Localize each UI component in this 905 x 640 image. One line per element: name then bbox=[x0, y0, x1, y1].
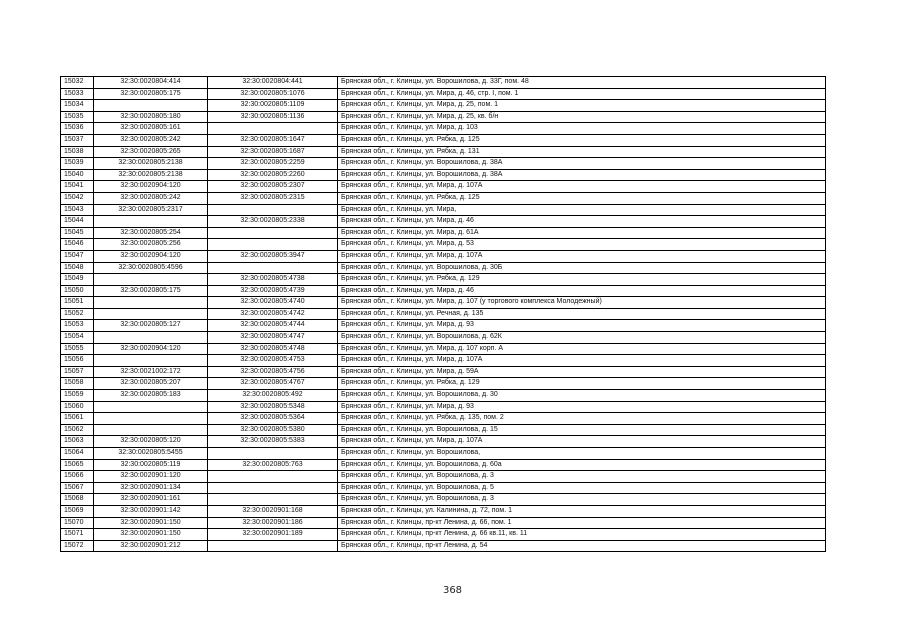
land-cadastral-number-cell: 32:30:0020901:212 bbox=[94, 540, 208, 552]
address-cell: Брянская обл., г. Клинцы, ул. Ворошилова, д. 30 bbox=[338, 390, 826, 402]
object-cadastral-number-cell: 32:30:0020901:189 bbox=[208, 529, 338, 541]
page-number: 368 bbox=[442, 585, 463, 596]
record-number-cell: 15043 bbox=[61, 204, 94, 216]
table-row bbox=[61, 320, 826, 332]
land-cadastral-number-cell bbox=[94, 355, 208, 367]
land-cadastral-number-cell: 32:30:0020805:256 bbox=[94, 239, 208, 251]
address-cell: Брянская обл., г. Клинцы, ул. Мира, д. 25, пом. 1 bbox=[338, 100, 826, 112]
land-cadastral-number-cell: 32:30:0020805:2317 bbox=[94, 204, 208, 216]
record-number-cell: 15070 bbox=[61, 517, 94, 529]
land-cadastral-number-cell: 32:30:0020901:150 bbox=[94, 529, 208, 541]
table-row bbox=[61, 471, 826, 483]
object-cadastral-number-cell bbox=[208, 204, 338, 216]
record-number-cell: 15064 bbox=[61, 448, 94, 460]
land-cadastral-number-cell bbox=[94, 274, 208, 286]
land-cadastral-number-cell: 32:30:0021002:172 bbox=[94, 366, 208, 378]
record-number-cell: 15071 bbox=[61, 529, 94, 541]
object-cadastral-number-cell: 32:30:0020805:4767 bbox=[208, 378, 338, 390]
registry-table bbox=[60, 76, 826, 552]
table-row bbox=[61, 378, 826, 390]
table-row bbox=[61, 436, 826, 448]
record-number-cell: 15061 bbox=[61, 413, 94, 425]
table-row bbox=[61, 262, 826, 274]
address-cell: Брянская обл., г. Клинцы, ул. Рябка, д. 125 bbox=[338, 134, 826, 146]
object-cadastral-number-cell bbox=[208, 262, 338, 274]
record-number-cell: 15060 bbox=[61, 401, 94, 413]
record-number-cell: 15048 bbox=[61, 262, 94, 274]
land-cadastral-number-cell: 32:30:0020901:120 bbox=[94, 471, 208, 483]
object-cadastral-number-cell: 32:30:0020805:2315 bbox=[208, 192, 338, 204]
object-cadastral-number-cell: 32:30:0020805:5380 bbox=[208, 424, 338, 436]
record-number-cell: 15063 bbox=[61, 436, 94, 448]
table-row bbox=[61, 77, 826, 89]
record-number-cell: 15046 bbox=[61, 239, 94, 251]
object-cadastral-number-cell: 32:30:0020805:2307 bbox=[208, 181, 338, 193]
address-cell: Брянская обл., г. Клинцы, ул. Мира, д. 107 (у торгового комплекса Молодежный) bbox=[338, 297, 826, 309]
record-number-cell: 15037 bbox=[61, 134, 94, 146]
address-cell: Брянская обл., г. Клинцы, ул. Рябка, д. 135, пом. 2 bbox=[338, 413, 826, 425]
table-row bbox=[61, 355, 826, 367]
table-row bbox=[61, 169, 826, 181]
address-cell: Брянская обл., г. Клинцы, ул. Мира, д. 59А bbox=[338, 366, 826, 378]
address-cell: Брянская обл., г. Клинцы, ул. Мира, д. 25, кв. б/н bbox=[338, 111, 826, 123]
address-cell: Брянская обл., г. Клинцы, ул. Ворошилова, д. 38А bbox=[338, 169, 826, 181]
record-number-cell: 15056 bbox=[61, 355, 94, 367]
object-cadastral-number-cell: 32:30:0020805:1687 bbox=[208, 146, 338, 158]
object-cadastral-number-cell: 32:30:0020805:4740 bbox=[208, 297, 338, 309]
table-row bbox=[61, 401, 826, 413]
table-row bbox=[61, 146, 826, 158]
table-row bbox=[61, 239, 826, 251]
record-number-cell: 15066 bbox=[61, 471, 94, 483]
address-cell: Брянская обл., г. Клинцы, ул. Ворошилова, д. 33Г, пом. 48 bbox=[338, 77, 826, 89]
address-cell: Брянская обл., г. Клинцы, пр-кт Ленина, д. 66, пом. 1 bbox=[338, 517, 826, 529]
record-number-cell: 15032 bbox=[61, 77, 94, 89]
object-cadastral-number-cell: 32:30:0020805:4742 bbox=[208, 308, 338, 320]
table-row bbox=[61, 297, 826, 309]
land-cadastral-number-cell bbox=[94, 297, 208, 309]
object-cadastral-number-cell: 32:30:0020805:4748 bbox=[208, 343, 338, 355]
record-number-cell: 15059 bbox=[61, 390, 94, 402]
table-row bbox=[61, 332, 826, 344]
table-row bbox=[61, 517, 826, 529]
object-cadastral-number-cell: 32:30:0020805:1136 bbox=[208, 111, 338, 123]
address-cell: Брянская обл., г. Клинцы, ул. Рябка, д. 131 bbox=[338, 146, 826, 158]
land-cadastral-number-cell: 32:30:0020805:254 bbox=[94, 227, 208, 239]
record-number-cell: 15034 bbox=[61, 100, 94, 112]
table-row bbox=[61, 100, 826, 112]
address-cell: Брянская обл., г. Клинцы, ул. Ворошилова, д. 5 bbox=[338, 482, 826, 494]
land-cadastral-number-cell: 32:30:0020901:142 bbox=[94, 505, 208, 517]
address-cell: Брянская обл., г. Клинцы, ул. Ворошилова, д. 15 bbox=[338, 424, 826, 436]
address-cell: Брянская обл., г. Клинцы, ул. Мира, д. 107 корп. А bbox=[338, 343, 826, 355]
record-number-cell: 15035 bbox=[61, 111, 94, 123]
land-cadastral-number-cell bbox=[94, 216, 208, 228]
table-row bbox=[61, 494, 826, 506]
land-cadastral-number-cell: 32:30:0020805:161 bbox=[94, 123, 208, 135]
object-cadastral-number-cell bbox=[208, 448, 338, 460]
record-number-cell: 15036 bbox=[61, 123, 94, 135]
record-number-cell: 15054 bbox=[61, 332, 94, 344]
record-number-cell: 15062 bbox=[61, 424, 94, 436]
record-number-cell: 15058 bbox=[61, 378, 94, 390]
table-row bbox=[61, 274, 826, 286]
table-row bbox=[61, 285, 826, 297]
record-number-cell: 15049 bbox=[61, 274, 94, 286]
table-row bbox=[61, 111, 826, 123]
object-cadastral-number-cell: 32:30:0020805:492 bbox=[208, 390, 338, 402]
address-cell: Брянская обл., г. Клинцы, ул. Речная, д. 135 bbox=[338, 308, 826, 320]
land-cadastral-number-cell: 32:30:0020805:183 bbox=[94, 390, 208, 402]
address-cell: Брянская обл., г. Клинцы, ул. Ворошилова, д. 62К bbox=[338, 332, 826, 344]
address-cell: Брянская обл., г. Клинцы, пр-кт Ленина, д. 66 кв.11, кв. 11 bbox=[338, 529, 826, 541]
object-cadastral-number-cell: 32:30:0020901:186 bbox=[208, 517, 338, 529]
object-cadastral-number-cell bbox=[208, 494, 338, 506]
address-cell: Брянская обл., г. Клинцы, ул. Мира, д. 53 bbox=[338, 239, 826, 251]
record-number-cell: 15042 bbox=[61, 192, 94, 204]
land-cadastral-number-cell: 32:30:0020901:150 bbox=[94, 517, 208, 529]
land-cadastral-number-cell: 32:30:0020805:2138 bbox=[94, 169, 208, 181]
object-cadastral-number-cell: 32:30:0020805:2260 bbox=[208, 169, 338, 181]
address-cell: Брянская обл., г. Клинцы, ул. Мира, д. 107А bbox=[338, 436, 826, 448]
object-cadastral-number-cell: 32:30:0020805:5348 bbox=[208, 401, 338, 413]
table-row bbox=[61, 216, 826, 228]
address-cell: Брянская обл., г. Клинцы, ул. Рябка, д. 125 bbox=[338, 192, 826, 204]
table-row bbox=[61, 366, 826, 378]
table-row bbox=[61, 158, 826, 170]
object-cadastral-number-cell: 32:30:0020805:1109 bbox=[208, 100, 338, 112]
address-cell: Брянская обл., г. Клинцы, ул. Мира, д. 61А bbox=[338, 227, 826, 239]
record-number-cell: 15069 bbox=[61, 505, 94, 517]
object-cadastral-number-cell: 32:30:0020805:4738 bbox=[208, 274, 338, 286]
record-number-cell: 15067 bbox=[61, 482, 94, 494]
table-row bbox=[61, 505, 826, 517]
record-number-cell: 15072 bbox=[61, 540, 94, 552]
land-cadastral-number-cell: 32:30:0020805:242 bbox=[94, 134, 208, 146]
object-cadastral-number-cell: 32:30:0020805:5364 bbox=[208, 413, 338, 425]
object-cadastral-number-cell: 32:30:0020805:4756 bbox=[208, 366, 338, 378]
object-cadastral-number-cell bbox=[208, 123, 338, 135]
object-cadastral-number-cell: 32:30:0020805:4747 bbox=[208, 332, 338, 344]
record-number-cell: 15052 bbox=[61, 308, 94, 320]
address-cell: Брянская обл., г. Клинцы, ул. Рябка, д. 129 bbox=[338, 378, 826, 390]
land-cadastral-number-cell bbox=[94, 401, 208, 413]
address-cell: Брянская обл., г. Клинцы, ул. Мира, д. 46 bbox=[338, 285, 826, 297]
table-row bbox=[61, 308, 826, 320]
record-number-cell: 15055 bbox=[61, 343, 94, 355]
record-number-cell: 15065 bbox=[61, 459, 94, 471]
object-cadastral-number-cell: 32:30:0020804:441 bbox=[208, 77, 338, 89]
land-cadastral-number-cell: 32:30:0020805:242 bbox=[94, 192, 208, 204]
land-cadastral-number-cell: 32:30:0020805:265 bbox=[94, 146, 208, 158]
address-cell: Брянская обл., г. Клинцы, ул. Ворошилова, д. 60а bbox=[338, 459, 826, 471]
land-cadastral-number-cell: 32:30:0020805:4596 bbox=[94, 262, 208, 274]
record-number-cell: 15044 bbox=[61, 216, 94, 228]
address-cell: Брянская обл., г. Клинцы, пр-кт Ленина, д. 54 bbox=[338, 540, 826, 552]
object-cadastral-number-cell bbox=[208, 540, 338, 552]
table-row bbox=[61, 540, 826, 552]
table-row bbox=[61, 424, 826, 436]
record-number-cell: 15047 bbox=[61, 250, 94, 262]
record-number-cell: 15039 bbox=[61, 158, 94, 170]
land-cadastral-number-cell: 32:30:0020805:175 bbox=[94, 285, 208, 297]
land-cadastral-number-cell: 32:30:0020904:120 bbox=[94, 181, 208, 193]
address-cell: Брянская обл., г. Клинцы, ул. Ворошилова, bbox=[338, 448, 826, 460]
address-cell: Брянская обл., г. Клинцы, ул. Ворошилова, д. 30Б bbox=[338, 262, 826, 274]
land-cadastral-number-cell bbox=[94, 424, 208, 436]
address-cell: Брянская обл., г. Клинцы, ул. Мира, bbox=[338, 204, 826, 216]
land-cadastral-number-cell: 32:30:0020904:120 bbox=[94, 250, 208, 262]
table-row bbox=[61, 413, 826, 425]
object-cadastral-number-cell: 32:30:0020805:4739 bbox=[208, 285, 338, 297]
address-cell: Брянская обл., г. Клинцы, ул. Мира, д. 103 bbox=[338, 123, 826, 135]
land-cadastral-number-cell bbox=[94, 332, 208, 344]
object-cadastral-number-cell: 32:30:0020805:1076 bbox=[208, 88, 338, 100]
land-cadastral-number-cell: 32:30:0020901:134 bbox=[94, 482, 208, 494]
land-cadastral-number-cell bbox=[94, 100, 208, 112]
table-row bbox=[61, 390, 826, 402]
record-number-cell: 15057 bbox=[61, 366, 94, 378]
land-cadastral-number-cell: 32:30:0020804:414 bbox=[94, 77, 208, 89]
record-number-cell: 15040 bbox=[61, 169, 94, 181]
record-number-cell: 15053 bbox=[61, 320, 94, 332]
table-row bbox=[61, 529, 826, 541]
address-cell: Брянская обл., г. Клинцы, ул. Ворошилова, д. 38А bbox=[338, 158, 826, 170]
land-cadastral-number-cell: 32:30:0020805:207 bbox=[94, 378, 208, 390]
table-row bbox=[61, 88, 826, 100]
land-cadastral-number-cell bbox=[94, 413, 208, 425]
table-row bbox=[61, 448, 826, 460]
address-cell: Брянская обл., г. Клинцы, ул. Мира, д. 46 bbox=[338, 216, 826, 228]
land-cadastral-number-cell: 32:30:0020805:120 bbox=[94, 436, 208, 448]
address-cell: Брянская обл., г. Клинцы, ул. Мира, д. 93 bbox=[338, 401, 826, 413]
record-number-cell: 15045 bbox=[61, 227, 94, 239]
land-cadastral-number-cell: 32:30:0020904:120 bbox=[94, 343, 208, 355]
table-row bbox=[61, 459, 826, 471]
object-cadastral-number-cell: 32:30:0020805:2259 bbox=[208, 158, 338, 170]
address-cell: Брянская обл., г. Клинцы, ул. Калинина, д. 72, пом. 1 bbox=[338, 505, 826, 517]
object-cadastral-number-cell bbox=[208, 471, 338, 483]
record-number-cell: 15068 bbox=[61, 494, 94, 506]
record-number-cell: 15033 bbox=[61, 88, 94, 100]
land-cadastral-number-cell: 32:30:0020805:180 bbox=[94, 111, 208, 123]
address-cell: Брянская обл., г. Клинцы, ул. Мира, д. 93 bbox=[338, 320, 826, 332]
record-number-cell: 15041 bbox=[61, 181, 94, 193]
object-cadastral-number-cell bbox=[208, 227, 338, 239]
table-row bbox=[61, 181, 826, 193]
land-cadastral-number-cell: 32:30:0020805:2138 bbox=[94, 158, 208, 170]
address-cell: Брянская обл., г. Клинцы, ул. Рябка, д. 129 bbox=[338, 274, 826, 286]
land-cadastral-number-cell: 32:30:0020805:119 bbox=[94, 459, 208, 471]
address-cell: Брянская обл., г. Клинцы, ул. Мира, д. 46, стр. I, пом. 1 bbox=[338, 88, 826, 100]
object-cadastral-number-cell: 32:30:0020901:168 bbox=[208, 505, 338, 517]
record-number-cell: 15051 bbox=[61, 297, 94, 309]
table-row bbox=[61, 482, 826, 494]
land-cadastral-number-cell: 32:30:0020805:175 bbox=[94, 88, 208, 100]
table-row bbox=[61, 134, 826, 146]
object-cadastral-number-cell bbox=[208, 239, 338, 251]
table-row bbox=[61, 123, 826, 135]
object-cadastral-number-cell: 32:30:0020805:4744 bbox=[208, 320, 338, 332]
address-cell: Брянская обл., г. Клинцы, ул. Мира, д. 107А bbox=[338, 250, 826, 262]
table-row bbox=[61, 227, 826, 239]
object-cadastral-number-cell: 32:30:0020805:1647 bbox=[208, 134, 338, 146]
address-cell: Брянская обл., г. Клинцы, ул. Ворошилова, д. 3 bbox=[338, 494, 826, 506]
address-cell: Брянская обл., г. Клинцы, ул. Ворошилова, д. 3 bbox=[338, 471, 826, 483]
registry-table-body bbox=[61, 77, 826, 552]
object-cadastral-number-cell bbox=[208, 482, 338, 494]
table-row bbox=[61, 192, 826, 204]
object-cadastral-number-cell: 32:30:0020805:2338 bbox=[208, 216, 338, 228]
record-number-cell: 15050 bbox=[61, 285, 94, 297]
table-row bbox=[61, 204, 826, 216]
address-cell: Брянская обл., г. Клинцы, ул. Мира, д. 107А bbox=[338, 355, 826, 367]
land-cadastral-number-cell: 32:30:0020805:5455 bbox=[94, 448, 208, 460]
table-row bbox=[61, 250, 826, 262]
object-cadastral-number-cell: 32:30:0020805:5383 bbox=[208, 436, 338, 448]
record-number-cell: 15038 bbox=[61, 146, 94, 158]
land-cadastral-number-cell: 32:30:0020901:161 bbox=[94, 494, 208, 506]
object-cadastral-number-cell: 32:30:0020805:4753 bbox=[208, 355, 338, 367]
table-row bbox=[61, 343, 826, 355]
land-cadastral-number-cell: 32:30:0020805:127 bbox=[94, 320, 208, 332]
object-cadastral-number-cell: 32:30:0020805:763 bbox=[208, 459, 338, 471]
address-cell: Брянская обл., г. Клинцы, ул. Мира, д. 107А bbox=[338, 181, 826, 193]
object-cadastral-number-cell: 32:30:0020805:3947 bbox=[208, 250, 338, 262]
land-cadastral-number-cell bbox=[94, 308, 208, 320]
